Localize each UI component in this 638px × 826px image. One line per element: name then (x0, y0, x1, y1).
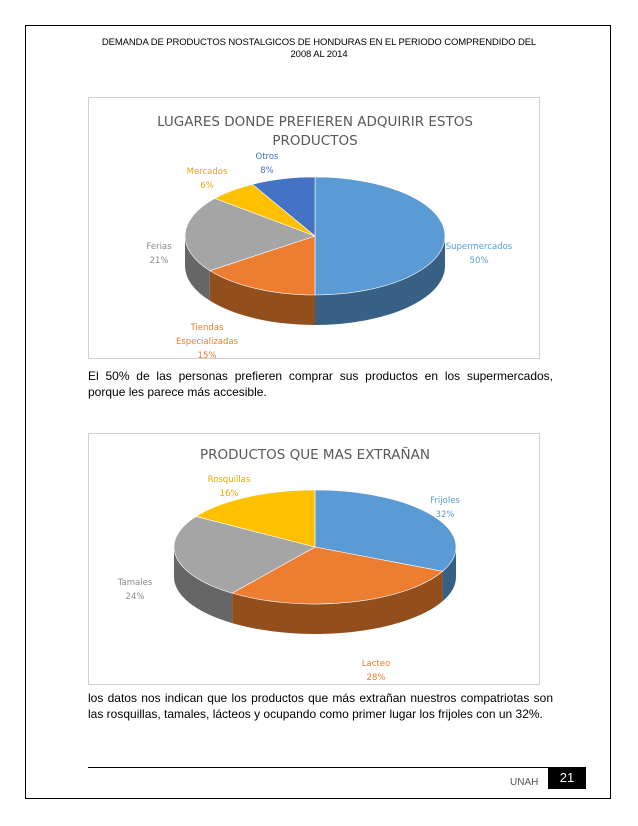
data-label-supermercados-label: Supermercados (445, 242, 513, 252)
chart-lugares-svg (89, 98, 541, 360)
data-label-tamales-value-label: 24% (125, 592, 145, 602)
data-label-tiendas-especializadas-label-line1: Tiendas (190, 323, 224, 333)
document-header (70, 37, 568, 61)
data-label-rosquillas-value-label: 16% (219, 489, 239, 499)
chart-productos (88, 433, 540, 685)
chart-lugares (88, 97, 540, 359)
data-label-tiendas-especializadas-value-label: 15% (197, 351, 217, 360)
chart-title-line2: PRODUCTOS (272, 133, 358, 149)
data-label-supermercados-value-label: 50% (469, 256, 489, 266)
header-line-1: DEMANDA DE PRODUCTOS NOSTALGICOS DE HONDURAS EN EL PERIODO COMPRENDIDO DEL (101, 37, 537, 48)
footer-rule (88, 767, 576, 768)
data-label-frijoles-value-label: 32% (435, 510, 455, 520)
data-label-ferias-label: Ferias (146, 242, 172, 252)
data-label-lacteo-value-label: 28% (366, 673, 386, 683)
paragraph-2: los datos nos indican que los productos que más extrañan nuestros compatriotas son las rosquillas, tamales, lácteos y ocupando como primer lugar los frijoles con un 32%. (88, 691, 553, 721)
header-line-2: 2008 AL 2014 (290, 49, 348, 60)
data-label-tamales-label: Tamales (117, 578, 153, 588)
data-label-mercados-value-label: 6% (200, 181, 214, 191)
chart-title: PRODUCTOS QUE MAS EXTRAÑAN (200, 447, 430, 463)
paragraph-1: El 50% de las personas prefieren comprar sus productos en los supermercados, porque les parece más accesible. (88, 369, 553, 399)
data-label-rosquillas-label: Rosquillas (207, 475, 251, 485)
footer-label: UNAH (510, 777, 539, 788)
chart-title-line1: LUGARES DONDE PREFIEREN ADQUIRIR ESTOS (157, 114, 473, 130)
chart-productos-svg (89, 434, 541, 686)
page-number: 21 (548, 767, 586, 789)
data-label-frijoles-label: Frijoles (430, 496, 460, 506)
data-label-lacteo-label: Lacteo (361, 659, 391, 669)
data-label-mercados-label: Mercados (186, 167, 228, 177)
data-label-ferias-value-label: 21% (149, 256, 169, 266)
data-label-tiendas-especializadas-label-line2: Especializadas (175, 337, 239, 347)
data-label-otros-value-label: 8% (260, 166, 274, 176)
data-label-otros-label: Otros (255, 152, 279, 162)
